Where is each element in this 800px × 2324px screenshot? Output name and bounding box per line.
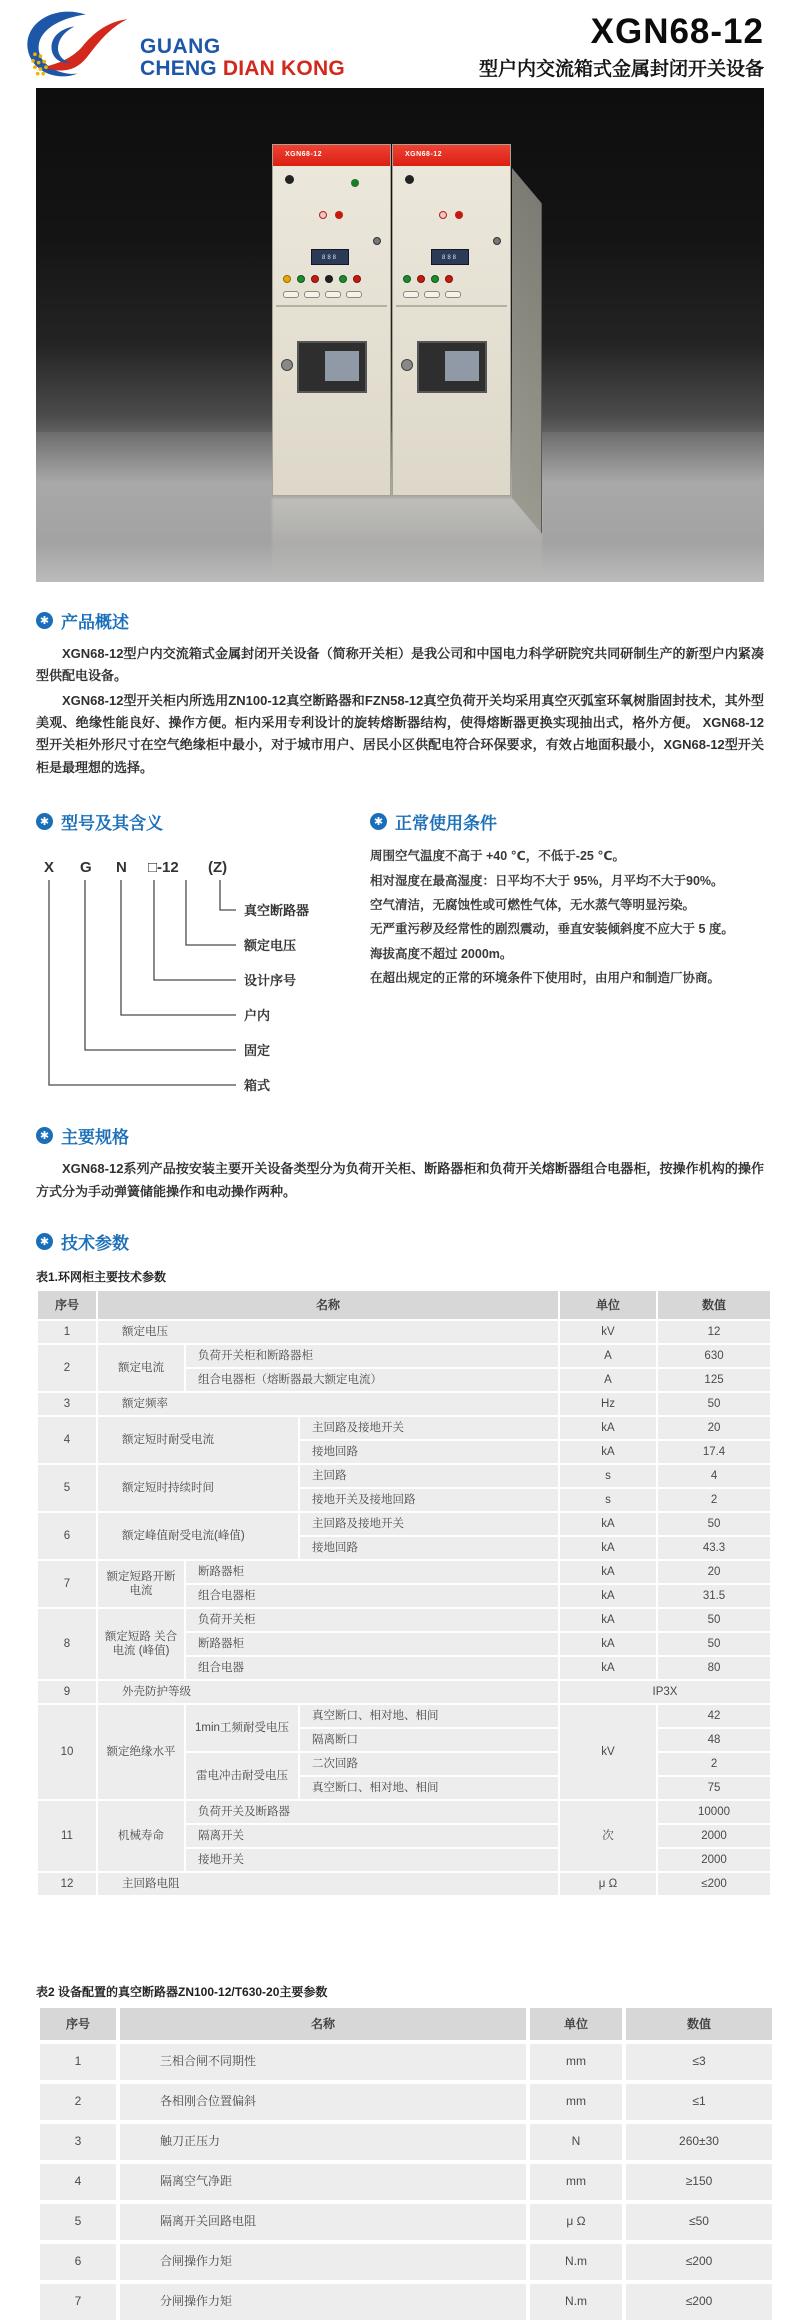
- cell-subname: 接地回路: [300, 1441, 558, 1463]
- cell-unit: μ Ω: [530, 2204, 622, 2240]
- cell-value: 10000: [658, 1801, 770, 1823]
- table-header-row: [40, 2008, 772, 2040]
- cell-value: 50: [658, 1513, 770, 1535]
- indicator-lamp-icon: [439, 211, 447, 219]
- cell-name: 额定短路开断电流: [98, 1561, 184, 1607]
- section-main-specs: [0, 1123, 800, 1203]
- cell-unit: kA: [560, 1633, 656, 1655]
- cell-value: ≤200: [626, 2284, 772, 2320]
- cell-num: 9: [38, 1681, 96, 1703]
- cell-num: 10: [38, 1705, 96, 1799]
- lower-window: [417, 341, 487, 393]
- cell-subname: 接地回路: [300, 1537, 558, 1559]
- table-row: [38, 1321, 770, 1343]
- section-bullet-icon: ✱: [36, 813, 53, 830]
- condition-line: 周围空气温度不高于 +40 ℃，不低于-25 ℃。: [370, 849, 625, 864]
- cell-value: 80: [658, 1657, 770, 1679]
- cell-num: 12: [38, 1873, 96, 1895]
- cell-value: ≤200: [626, 2244, 772, 2280]
- button-row: [403, 275, 453, 283]
- cell-groupname: 雷电冲击耐受电压: [186, 1753, 298, 1799]
- cell-value: 50: [658, 1609, 770, 1631]
- table-row: [38, 1681, 770, 1703]
- model-and-conditions: [0, 809, 800, 1105]
- cell-unit: s: [560, 1489, 656, 1511]
- specs-heading: [36, 1123, 764, 1148]
- cell-value: 20: [658, 1417, 770, 1439]
- cell-subname: 负荷开关柜和断路器柜: [186, 1345, 558, 1367]
- panel-lock-icon: [285, 175, 294, 184]
- lower-window: [297, 341, 367, 393]
- cell-value: 50: [658, 1633, 770, 1655]
- section-bullet-icon: ✱: [36, 1233, 53, 1250]
- model-heading: [36, 809, 356, 834]
- table-row: [38, 1801, 770, 1823]
- overview-paragraph-2: XGN68-12型开关柜内所选用ZN100-12真空断路器和FZN58-12真空负荷开关均采用真空灭弧室环氧树脂固封技术，其外型美观、绝缘性能良好、操作方便。柜内采用专利设计的旋转熔断器结构，使得熔断器更换实现抽出式，格外方便。 XGN68-12型开关柜外形尺寸在空气绝缘柜中最小，对于城市用户、居民小区供配电符合环保要求，有效占地面积最小，XGN68-12型开关柜是最理想的选择。: [36, 692, 764, 775]
- cell-unit: kA: [560, 1513, 656, 1535]
- cell-value: 48: [658, 1729, 770, 1751]
- tech-heading-label: 技术参数: [61, 1233, 129, 1253]
- cell-unit: kA: [560, 1585, 656, 1607]
- page-header: [0, 0, 800, 84]
- cell-unit: mm: [530, 2164, 622, 2200]
- cell-value: 2000: [658, 1849, 770, 1871]
- indicator-lamp-icon: [455, 211, 463, 219]
- cell-num: 5: [38, 1465, 96, 1511]
- cell-subname: 真空断口、相对地、相间: [300, 1777, 558, 1799]
- cell-unit: kA: [560, 1441, 656, 1463]
- cell-value: 50: [658, 1393, 770, 1415]
- condition-line: 相对湿度在最高湿度：日平均不大于 95%，月平均不大于90%。: [370, 873, 724, 888]
- cell-subname: 接地开关: [186, 1849, 558, 1871]
- table1-caption: 表1.环网柜主要技术参数: [36, 1269, 167, 1284]
- cell-num: 11: [38, 1801, 96, 1871]
- company-logo: [18, 8, 345, 82]
- section-product-overview: [0, 608, 800, 779]
- table-row: [38, 1417, 770, 1439]
- meter-display: 888: [431, 249, 469, 265]
- lower-knob-icon: [401, 359, 413, 371]
- cell-unit: 次: [560, 1801, 656, 1871]
- cell-value: 12: [658, 1321, 770, 1343]
- cell-value: 42: [658, 1705, 770, 1727]
- table-row: [38, 1609, 770, 1631]
- cabinet-left-label: XGN68-12: [273, 145, 390, 166]
- cell-num: 8: [38, 1609, 96, 1679]
- model-label-vacuum-breaker: 真空断路器: [244, 903, 310, 919]
- cell-name: 额定绝缘水平: [98, 1705, 184, 1799]
- cell-subname: 主回路及接地开关: [300, 1417, 558, 1439]
- cell-subname: 断路器柜: [186, 1633, 558, 1655]
- door-split: [276, 305, 387, 307]
- table-row: [40, 2204, 772, 2240]
- model-heading-label: 型号及其含义: [61, 814, 163, 834]
- model-label-fixed: 固定: [244, 1043, 271, 1059]
- meter-display: 888: [311, 249, 349, 265]
- cell-unit: N.m: [530, 2284, 622, 2320]
- col-header-value: 数值: [658, 1291, 770, 1319]
- cell-name: 合闸操作力矩: [120, 2244, 526, 2280]
- conditions-heading-label: 正常使用条件: [395, 814, 497, 834]
- col-header-value: 数值: [626, 2008, 772, 2040]
- cell-value: ≤3: [626, 2044, 772, 2080]
- cell-unit: kA: [560, 1537, 656, 1559]
- table-row: [40, 2284, 772, 2320]
- company-name-line1: GUANG: [140, 34, 221, 58]
- indicator-lamp-icon: [351, 179, 359, 187]
- cell-unit: N: [530, 2124, 622, 2160]
- page-subtitle: 型户内交流箱式金属封闭开关设备: [478, 58, 764, 80]
- overview-heading: [36, 608, 764, 633]
- cell-subname: 组合电器柜: [186, 1585, 558, 1607]
- cabinet-reflection: [272, 498, 542, 578]
- cell-unit: N.m: [530, 2244, 622, 2280]
- cell-num: 1: [40, 2044, 116, 2080]
- cell-num: 6: [40, 2244, 116, 2280]
- cell-value: 2000: [658, 1825, 770, 1847]
- table-header-row: [38, 1291, 770, 1319]
- cell-unit: mm: [530, 2084, 622, 2120]
- lower-knob-icon: [281, 359, 293, 371]
- cell-num: 1: [38, 1321, 96, 1343]
- page-title: XGN68-12: [590, 12, 764, 51]
- indicator-lamp-icon: [319, 211, 327, 219]
- cell-subname: 隔离断口: [300, 1729, 558, 1751]
- cell-value: 630: [658, 1345, 770, 1367]
- section-bullet-icon: ✱: [36, 612, 53, 629]
- cell-unit: kA: [560, 1561, 656, 1583]
- cell-subname: 二次回路: [300, 1753, 558, 1775]
- cell-unit: s: [560, 1465, 656, 1487]
- cell-name: 主回路电阻: [98, 1873, 558, 1895]
- table-row: [38, 1873, 770, 1895]
- model-label-rated-voltage: 额定电压: [244, 938, 297, 954]
- cell-unit: kV: [560, 1321, 656, 1343]
- table-row: [40, 2164, 772, 2200]
- cell-name: 三相合闸不同期性: [120, 2044, 526, 2080]
- company-logo-icon: [18, 8, 136, 82]
- cell-value: 31.5: [658, 1585, 770, 1607]
- specs-heading-label: 主要规格: [61, 1128, 129, 1148]
- cell-num: 5: [40, 2204, 116, 2240]
- tech-heading: [36, 1229, 764, 1254]
- cell-name: 额定短时持续时间: [98, 1465, 298, 1511]
- table-row: [38, 1561, 770, 1583]
- cabinet-side-panel: [512, 168, 542, 534]
- cell-subname: 隔离开关: [186, 1825, 558, 1847]
- cell-subname: 接地开关及接地回路: [300, 1489, 558, 1511]
- model-code-diagram: [36, 850, 356, 1100]
- cell-value: 75: [658, 1777, 770, 1799]
- cell-subname: 负荷开关柜: [186, 1609, 558, 1631]
- cell-value: 17.4: [658, 1441, 770, 1463]
- condition-line: 空气清洁，无腐蚀性或可燃性气体，无水蒸气等明显污染。: [370, 897, 696, 912]
- cell-value: 43.3: [658, 1537, 770, 1559]
- cabinet-right-label: XGN68-12: [393, 145, 510, 166]
- indicator-lamp-icon: [335, 211, 343, 219]
- section-use-conditions: [370, 809, 764, 1105]
- col-header-num: 序号: [38, 1291, 96, 1319]
- cell-name: 隔离开关回路电阻: [120, 2204, 526, 2240]
- cell-name: 隔离空气净距: [120, 2164, 526, 2200]
- cell-unit: kA: [560, 1609, 656, 1631]
- cell-subname: 组合电器: [186, 1657, 558, 1679]
- switch-row: [403, 291, 461, 298]
- table2-caption: 表2 设备配置的真空断路器ZN100-12/T630-20主要参数: [36, 1984, 328, 1999]
- cell-name: 额定峰值耐受电流(峰值): [98, 1513, 298, 1559]
- table-row: [38, 1513, 770, 1535]
- model-code-n: N: [116, 859, 127, 877]
- section-bullet-icon: ✱: [36, 1127, 53, 1144]
- cell-value: 2: [658, 1489, 770, 1511]
- cell-unit: mm: [530, 2044, 622, 2080]
- col-header-unit: 单位: [530, 2008, 622, 2040]
- condition-line: 无严重污秽及经常性的剧烈震动，垂直安装倾斜度不应大于 5 度。: [370, 922, 734, 937]
- document-titles: [479, 14, 764, 81]
- cell-num: 6: [38, 1513, 96, 1559]
- panel-lock-icon: [405, 175, 414, 184]
- section-model-meaning: [36, 809, 356, 1105]
- model-label-indoor: 户内: [244, 1008, 271, 1024]
- cell-value: 125: [658, 1369, 770, 1391]
- cabinet-right: [392, 144, 511, 496]
- company-name: [140, 36, 345, 80]
- col-header-name: 名称: [98, 1291, 558, 1319]
- cell-value: 20: [658, 1561, 770, 1583]
- cell-value: IP3X: [560, 1681, 770, 1703]
- cell-subname: 断路器柜: [186, 1561, 558, 1583]
- cell-groupname: 1min工频耐受电压: [186, 1705, 298, 1751]
- product-photo: [36, 88, 764, 582]
- condition-line: 海拔高度不超过 2000m。: [370, 946, 513, 961]
- section-tech-params: [0, 1229, 800, 2324]
- table-row: [40, 2084, 772, 2120]
- cell-subname: 主回路及接地开关: [300, 1513, 558, 1535]
- model-code-x: X: [44, 859, 55, 877]
- cell-num: 3: [38, 1393, 96, 1415]
- overview-heading-label: 产品概述: [61, 613, 129, 632]
- cell-unit: A: [560, 1369, 656, 1391]
- section-bullet-icon: ✱: [370, 813, 387, 830]
- cell-num: 4: [38, 1417, 96, 1463]
- cell-unit: Hz: [560, 1393, 656, 1415]
- cell-unit: μ Ω: [560, 1873, 656, 1895]
- model-label-box-type: 箱式: [244, 1078, 271, 1094]
- switchgear-cabinets: [272, 144, 542, 498]
- switch-row: [283, 291, 362, 298]
- cell-value: 2: [658, 1753, 770, 1775]
- cell-value: ≤200: [658, 1873, 770, 1895]
- overview-paragraph-1: XGN68-12型户内交流箱式金属封闭开关设备（简称开关柜）是我公司和中国电力科学研院究共同研制生产的新型户内紧凑型供配电设备。: [36, 646, 764, 684]
- table2-breaker-params: [36, 2004, 776, 2324]
- model-label-design-serial: 设计序号: [244, 973, 297, 989]
- cell-num: 3: [40, 2124, 116, 2160]
- model-code-g: G: [80, 859, 92, 877]
- cell-subname: 负荷开关及断路器: [186, 1801, 558, 1823]
- cell-value: 260±30: [626, 2124, 772, 2160]
- cell-name: 机械寿命: [98, 1801, 184, 1871]
- cell-name: 额定频率: [98, 1393, 558, 1415]
- door-handle-icon: [373, 237, 381, 245]
- cell-num: 4: [40, 2164, 116, 2200]
- table-row: [38, 1345, 770, 1367]
- table-row: [38, 1393, 770, 1415]
- cell-name: 额定短时耐受电流: [98, 1417, 298, 1463]
- cell-name: 额定短路 关合电流 (峰值): [98, 1609, 184, 1679]
- cell-name: 触刀正压力: [120, 2124, 526, 2160]
- cell-value: ≤1: [626, 2084, 772, 2120]
- condition-line: 在超出规定的正常的环境条件下使用时，由用户和制造厂协商。: [370, 971, 721, 986]
- cell-num: 2: [38, 1345, 96, 1391]
- cell-value: ≤50: [626, 2204, 772, 2240]
- cell-unit: A: [560, 1345, 656, 1367]
- cell-name: 额定电流: [98, 1345, 184, 1391]
- model-code-box: □-12: [148, 859, 179, 877]
- door-handle-icon: [493, 237, 501, 245]
- cell-unit: kA: [560, 1657, 656, 1679]
- cell-value: ≥150: [626, 2164, 772, 2200]
- table-row: [38, 1465, 770, 1487]
- cell-name: 外壳防护等级: [98, 1681, 558, 1703]
- table1-tech-params: [36, 1289, 772, 1897]
- cell-subname: 真空断口、相对地、相间: [300, 1705, 558, 1727]
- cell-name: 额定电压: [98, 1321, 558, 1343]
- table-row: [40, 2044, 772, 2080]
- cell-name: 各相刚合位置偏斜: [120, 2084, 526, 2120]
- company-name-line2: CHENG DIAN KONG: [140, 57, 345, 80]
- cell-subname: 组合电器柜（熔断器最大额定电流）: [186, 1369, 558, 1391]
- model-code-z: (Z): [208, 859, 228, 877]
- col-header-unit: 单位: [560, 1291, 656, 1319]
- cell-subname: 主回路: [300, 1465, 558, 1487]
- button-row: [283, 275, 361, 283]
- table-row: [38, 1705, 770, 1727]
- cell-num: 7: [40, 2284, 116, 2320]
- col-header-num: 序号: [40, 2008, 116, 2040]
- cell-unit: kV: [560, 1705, 656, 1799]
- table-row: [40, 2124, 772, 2160]
- cell-name: 分闸操作力矩: [120, 2284, 526, 2320]
- cell-num: 7: [38, 1561, 96, 1607]
- conditions-heading: [370, 809, 764, 834]
- cell-num: 2: [40, 2084, 116, 2120]
- col-header-name: 名称: [120, 2008, 526, 2040]
- table-row: [40, 2244, 772, 2280]
- cell-value: 4: [658, 1465, 770, 1487]
- cell-unit: kA: [560, 1417, 656, 1439]
- specs-paragraph: XGN68-12系列产品按安装主要开关设备类型分为负荷开关柜、断路器柜和负荷开关熔断器组合电器柜，按操作机构的操作方式分为手动弹簧储能操作和电动操作两种。: [36, 1161, 764, 1199]
- cabinet-left: [272, 144, 391, 496]
- door-split: [396, 305, 507, 307]
